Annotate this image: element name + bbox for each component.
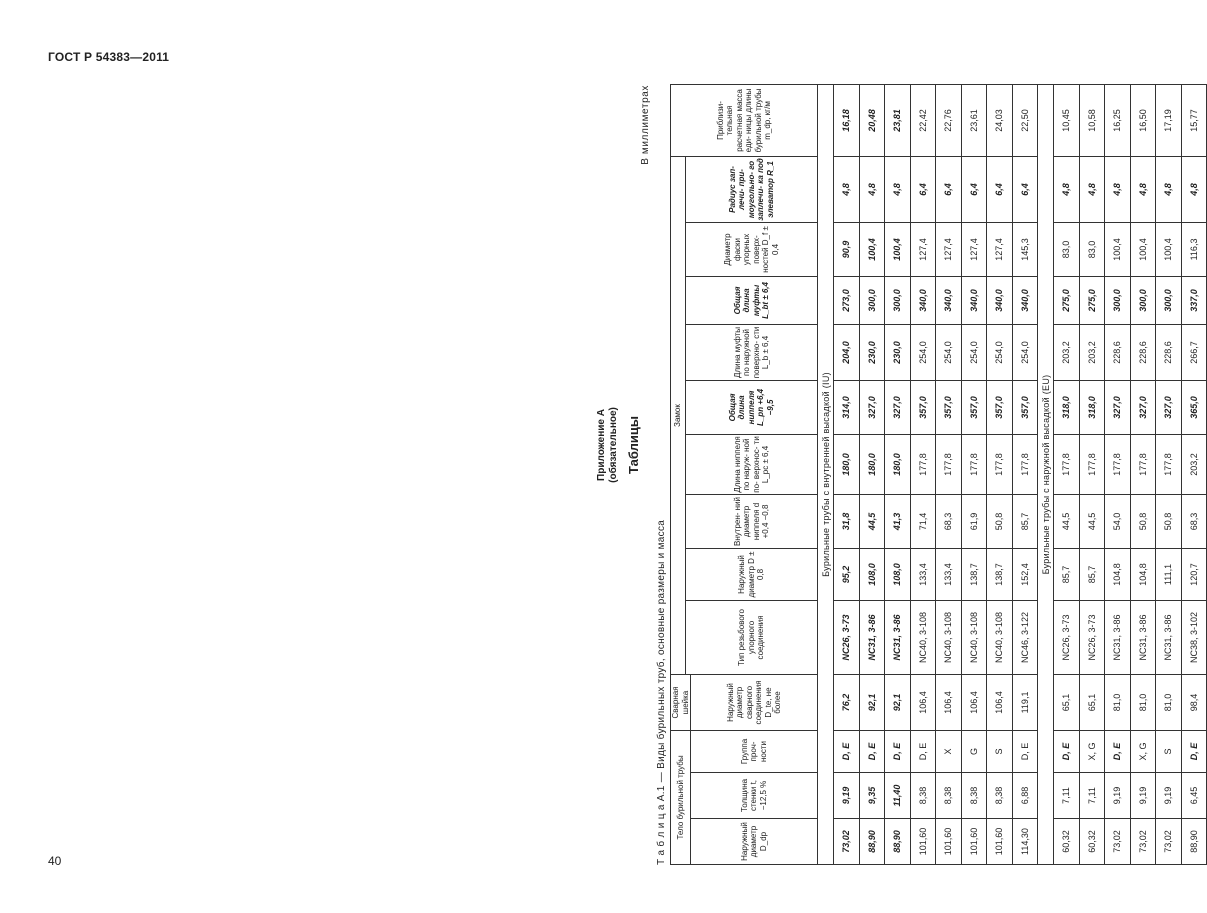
table-cell: 152,4 — [1012, 548, 1038, 600]
table-cell: 8,38 — [910, 773, 936, 819]
table-cell: NC31, 3-86 — [1156, 600, 1182, 674]
table-row — [987, 84, 1013, 864]
appendix-title: Приложение А — [596, 409, 607, 481]
table-cell: NC40, 3-108 — [936, 600, 962, 674]
table-cell: 177,8 — [1012, 434, 1038, 494]
table-cell: 71,4 — [910, 494, 936, 548]
appendix-note: (обязательное) — [608, 407, 619, 483]
table-cell: 22,42 — [910, 84, 936, 156]
col-header-mass: Приблизи- тельная расчетная масса еди- ницы длины бурильной трубы m_dp, кг/м — [671, 84, 818, 156]
table-cell: 114,30 — [1012, 819, 1038, 865]
table-cell: 4,8 — [1130, 156, 1156, 222]
table-cell: 177,8 — [1130, 434, 1156, 494]
table-cell: 85,7 — [1054, 548, 1080, 600]
table-cell: 120,7 — [1181, 548, 1207, 600]
table-cell: 101,60 — [987, 819, 1013, 865]
table-cell: 145,3 — [1012, 222, 1038, 276]
table-cell: 101,60 — [936, 819, 962, 865]
table-cell: 230,0 — [859, 324, 885, 380]
table-cell: 318,0 — [1054, 380, 1080, 434]
table-body — [818, 84, 1207, 864]
table-cell: 300,0 — [1130, 276, 1156, 324]
table-cell: 300,0 — [1105, 276, 1131, 324]
table-cell: 177,8 — [987, 434, 1013, 494]
section-label: Бурильные трубы с внутренней высадкой (IU) — [818, 84, 834, 864]
section-row — [1038, 84, 1054, 864]
table-cell: 127,4 — [987, 222, 1013, 276]
table-row — [885, 84, 911, 864]
col-header-chamfer-diameter: Диаметр фаски упорных поверх- ностей D_f ± 0,4 — [686, 222, 818, 276]
table-cell: 4,8 — [1105, 156, 1131, 222]
table-cell: 133,4 — [910, 548, 936, 600]
col-header-outer-diameter: Наружный диаметр D ± 0,8 — [686, 548, 818, 600]
table-cell: X, G — [1079, 730, 1105, 772]
table-cell: 41,3 — [885, 494, 911, 548]
table-cell: 81,0 — [1105, 674, 1131, 730]
table-row — [1105, 84, 1131, 864]
table-cell: 17,19 — [1156, 84, 1182, 156]
table-cell: 6,4 — [936, 156, 962, 222]
table-cell: 44,5 — [1079, 494, 1105, 548]
table-cell: 101,60 — [910, 819, 936, 865]
table-cell: 9,19 — [1130, 773, 1156, 819]
table-cell: 266,7 — [1181, 324, 1207, 380]
table-cell: 177,8 — [961, 434, 987, 494]
col-header-pin-inner-diameter: Внутрен- ний диаметр ниппеля d +0,4 −0,8 — [686, 494, 818, 548]
table-cell: 73,02 — [1156, 819, 1182, 865]
table-cell: 327,0 — [885, 380, 911, 434]
table-cell: 85,7 — [1079, 548, 1105, 600]
page-number: 40 — [48, 854, 62, 868]
table-cell: D, E — [1054, 730, 1080, 772]
table-cell: 104,8 — [1105, 548, 1131, 600]
table-cell: 6,4 — [987, 156, 1013, 222]
table-cell: 98,4 — [1181, 674, 1207, 730]
table-cell: 4,8 — [885, 156, 911, 222]
table-header — [671, 84, 818, 864]
table-cell: 357,0 — [936, 380, 962, 434]
table-cell: 106,4 — [910, 674, 936, 730]
table-cell: 180,0 — [885, 434, 911, 494]
col-header-shoulder-radius: Радиус зап- лечи- при- моугольно- го заплечи- ка под элеватор R_1 — [686, 156, 818, 222]
table-cell: 68,3 — [936, 494, 962, 548]
table-cell: 254,0 — [987, 324, 1013, 380]
table-cell: 9,19 — [1156, 773, 1182, 819]
table-cell: 44,5 — [1054, 494, 1080, 548]
table-cell: 101,60 — [961, 819, 987, 865]
table-cell: 83,0 — [1054, 222, 1080, 276]
table-cell: NC40, 3-108 — [961, 600, 987, 674]
table-cell: 65,1 — [1054, 674, 1080, 730]
table-row — [1156, 84, 1182, 864]
table-cell: 116,3 — [1181, 222, 1207, 276]
table-cell: 22,50 — [1012, 84, 1038, 156]
table-cell: 203,2 — [1079, 324, 1105, 380]
section-row — [818, 84, 834, 864]
table-title: Т а б л и ц а А.1 — Виды бурильных труб, основные размеры и масса — [656, 519, 667, 865]
table-cell: 204,0 — [834, 324, 860, 380]
table-cell: NC26, 3-73 — [834, 600, 860, 674]
col-header-pin-total-length: Общая длина ниппеля L_pn +6,4 −9,5 — [686, 380, 818, 434]
table-cell: 357,0 — [961, 380, 987, 434]
table-cell: 4,8 — [1181, 156, 1207, 222]
table-row — [1130, 84, 1156, 864]
table-cell: D, E — [1012, 730, 1038, 772]
table-cell: 127,4 — [910, 222, 936, 276]
table-cell: 357,0 — [910, 380, 936, 434]
col-header-wall-thickness: Толщина стенки t, −12,5 % — [691, 773, 818, 819]
table-cell: 8,38 — [936, 773, 962, 819]
col-header-strength-group: Группа проч- ности — [691, 730, 818, 772]
table-cell: 327,0 — [1156, 380, 1182, 434]
table-cell: 6,45 — [1181, 773, 1207, 819]
table-cell: 106,4 — [936, 674, 962, 730]
table-cell: 73,02 — [1130, 819, 1156, 865]
table-cell: 337,0 — [1181, 276, 1207, 324]
col-header-thread-type: Тип резьбового упорного соединения — [686, 600, 818, 674]
table-cell: 60,32 — [1079, 819, 1105, 865]
table-cell: 95,2 — [834, 548, 860, 600]
table-cell: 88,90 — [885, 819, 911, 865]
rotated-page-content — [596, 85, 1199, 865]
table-cell: NC31, 3-86 — [885, 600, 911, 674]
table-cell: 275,0 — [1079, 276, 1105, 324]
table-cell: 104,8 — [1130, 548, 1156, 600]
table-cell: 20,48 — [859, 84, 885, 156]
table-row — [961, 84, 987, 864]
table-cell: 228,6 — [1105, 324, 1131, 380]
table-cell: 318,0 — [1079, 380, 1105, 434]
table-cell: 177,8 — [936, 434, 962, 494]
table-cell: X, G — [1130, 730, 1156, 772]
table-cell: 273,0 — [834, 276, 860, 324]
table-cell: 61,9 — [961, 494, 987, 548]
table-cell: 300,0 — [859, 276, 885, 324]
table-cell: 100,4 — [885, 222, 911, 276]
table-cell: 180,0 — [834, 434, 860, 494]
table-cell: 50,8 — [1156, 494, 1182, 548]
table-cell: 357,0 — [987, 380, 1013, 434]
appendix-heading — [596, 355, 620, 535]
table-cell: D, E — [859, 730, 885, 772]
table-cell: 88,90 — [1181, 819, 1207, 865]
table-cell: 6,88 — [1012, 773, 1038, 819]
table-row — [1181, 84, 1207, 864]
table-row — [1079, 84, 1105, 864]
table-cell: 9,19 — [1105, 773, 1131, 819]
table-cell: G — [961, 730, 987, 772]
table-cell: 16,25 — [1105, 84, 1131, 156]
table-cell: 24,03 — [987, 84, 1013, 156]
table-cell: 81,0 — [1156, 674, 1182, 730]
table-cell: 6,4 — [961, 156, 987, 222]
col-header-weld-diameter: Наружный диаметр сварного соединения D_te, не более — [691, 674, 818, 730]
table-cell: 85,7 — [1012, 494, 1038, 548]
drill-pipe-table — [670, 84, 1207, 865]
section-title: Таблицы — [626, 416, 641, 474]
table-cell: 327,0 — [859, 380, 885, 434]
table-cell: 177,8 — [1105, 434, 1131, 494]
table-cell: 327,0 — [1105, 380, 1131, 434]
table-cell: 177,8 — [1054, 434, 1080, 494]
table-cell: 4,8 — [834, 156, 860, 222]
table-cell: 4,8 — [1054, 156, 1080, 222]
table-cell: 92,1 — [885, 674, 911, 730]
table-cell: 127,4 — [961, 222, 987, 276]
table-cell: 50,8 — [1130, 494, 1156, 548]
table-cell: 327,0 — [1130, 380, 1156, 434]
table-cell: 10,58 — [1079, 84, 1105, 156]
table-cell: 50,8 — [987, 494, 1013, 548]
table-cell: 83,0 — [1079, 222, 1105, 276]
units-note: В миллиметрах — [640, 85, 651, 165]
table-cell: NC26, 3-73 — [1079, 600, 1105, 674]
table-cell: 133,4 — [936, 548, 962, 600]
table-cell: 180,0 — [859, 434, 885, 494]
table-cell: 230,0 — [885, 324, 911, 380]
table-cell: D, E — [1181, 730, 1207, 772]
table-cell: 108,0 — [885, 548, 911, 600]
table-cell: D, E — [834, 730, 860, 772]
table-cell: 203,2 — [1181, 434, 1207, 494]
table-cell: 254,0 — [910, 324, 936, 380]
table-cell: 10,45 — [1054, 84, 1080, 156]
table-row — [910, 84, 936, 864]
table-cell: 7,11 — [1054, 773, 1080, 819]
table-cell: 22,76 — [936, 84, 962, 156]
table-cell: NC38, 3-102 — [1181, 600, 1207, 674]
table-cell: 365,0 — [1181, 380, 1207, 434]
table-cell: 9,19 — [834, 773, 860, 819]
table-cell: 88,90 — [859, 819, 885, 865]
table-cell: 106,4 — [961, 674, 987, 730]
table-cell: 54,0 — [1105, 494, 1131, 548]
col-header-box-outer-length: Длина муфты по наружной поверхно- сти L_b ± 6,4 — [686, 324, 818, 380]
table-cell: 275,0 — [1054, 276, 1080, 324]
table-cell: 177,8 — [1079, 434, 1105, 494]
table-cell: D, E — [1105, 730, 1131, 772]
table-cell: 119,1 — [1012, 674, 1038, 730]
table-cell: 228,6 — [1130, 324, 1156, 380]
group-weld-neck: Сварная шейка — [671, 674, 691, 730]
table-cell: 340,0 — [936, 276, 962, 324]
group-tool-joint: Замок — [671, 156, 686, 674]
table-cell: NC26, 3-73 — [1054, 600, 1080, 674]
section-label: Бурильные трубы с наружной высадкой (EU) — [1038, 84, 1054, 864]
table-cell: 4,8 — [1079, 156, 1105, 222]
table-row — [834, 84, 860, 864]
table-cell: D, E — [910, 730, 936, 772]
table-cell: 314,0 — [834, 380, 860, 434]
table-cell: 31,8 — [834, 494, 860, 548]
table-cell: 254,0 — [936, 324, 962, 380]
table-cell: 254,0 — [1012, 324, 1038, 380]
table-cell: 16,50 — [1130, 84, 1156, 156]
table-cell: 6,4 — [910, 156, 936, 222]
table-cell: 340,0 — [910, 276, 936, 324]
col-header-box-total-length: Общая длина муфты L_bt ± 6,4 — [686, 276, 818, 324]
table-cell: 9,35 — [859, 773, 885, 819]
table-cell: 23,81 — [885, 84, 911, 156]
table-cell: 81,0 — [1130, 674, 1156, 730]
col-header-pin-outer-length: Длина ниппеля по наруж- ной по- верхнос- ти L_pc ± 6,4 — [686, 434, 818, 494]
table-cell: S — [1156, 730, 1182, 772]
table-cell: 100,4 — [1105, 222, 1131, 276]
table-cell: 11,40 — [885, 773, 911, 819]
table-cell: 300,0 — [1156, 276, 1182, 324]
table-cell: 65,1 — [1079, 674, 1105, 730]
table-cell: X — [936, 730, 962, 772]
table-cell: 138,7 — [987, 548, 1013, 600]
table-cell: 340,0 — [987, 276, 1013, 324]
table-cell: 357,0 — [1012, 380, 1038, 434]
table-cell: 177,8 — [910, 434, 936, 494]
table-cell: NC31, 3-86 — [1105, 600, 1131, 674]
table-cell: 44,5 — [859, 494, 885, 548]
table-cell: 16,18 — [834, 84, 860, 156]
table-cell: 100,4 — [1156, 222, 1182, 276]
table-cell: 73,02 — [834, 819, 860, 865]
col-header-pipe-diameter: Наружный диаметр D_dp — [691, 819, 818, 865]
table-row — [1054, 84, 1080, 864]
table-cell: 4,8 — [859, 156, 885, 222]
table-cell: 108,0 — [859, 548, 885, 600]
table-cell: 100,4 — [1130, 222, 1156, 276]
table-cell: NC40, 3-108 — [987, 600, 1013, 674]
table-cell: 6,4 — [1012, 156, 1038, 222]
table-cell: S — [987, 730, 1013, 772]
table-cell: 203,2 — [1054, 324, 1080, 380]
table-cell: 90,9 — [834, 222, 860, 276]
table-cell: 106,4 — [987, 674, 1013, 730]
table-cell: 73,02 — [1105, 819, 1131, 865]
table-cell: 100,4 — [859, 222, 885, 276]
table-row — [859, 84, 885, 864]
table-row — [936, 84, 962, 864]
table-cell: 68,3 — [1181, 494, 1207, 548]
table-cell: NC40, 3-108 — [910, 600, 936, 674]
table-cell: 127,4 — [936, 222, 962, 276]
table-cell: 8,38 — [987, 773, 1013, 819]
table-cell: NC31, 3-86 — [859, 600, 885, 674]
table-cell: 23,61 — [961, 84, 987, 156]
group-pipe-body: Тело бурильной трубы — [671, 730, 691, 864]
table-cell: 340,0 — [961, 276, 987, 324]
table-cell: 340,0 — [1012, 276, 1038, 324]
table-cell: D, E — [885, 730, 911, 772]
table-cell: 138,7 — [961, 548, 987, 600]
table-cell: 92,1 — [859, 674, 885, 730]
table-cell: 228,6 — [1156, 324, 1182, 380]
table-cell: NC46, 3-122 — [1012, 600, 1038, 674]
table-cell: 8,38 — [961, 773, 987, 819]
table-cell: 60,32 — [1054, 819, 1080, 865]
table-cell: 4,8 — [1156, 156, 1182, 222]
table-row — [1012, 84, 1038, 864]
table-cell: 254,0 — [961, 324, 987, 380]
table-cell: 15,77 — [1181, 84, 1207, 156]
table-cell: NC31, 3-86 — [1130, 600, 1156, 674]
document-header: ГОСТ Р 54383—2011 — [48, 50, 170, 64]
table-cell: 111,1 — [1156, 548, 1182, 600]
table-cell: 76,2 — [834, 674, 860, 730]
table-cell: 177,8 — [1156, 434, 1182, 494]
table-cell: 300,0 — [885, 276, 911, 324]
table-cell: 7,11 — [1079, 773, 1105, 819]
